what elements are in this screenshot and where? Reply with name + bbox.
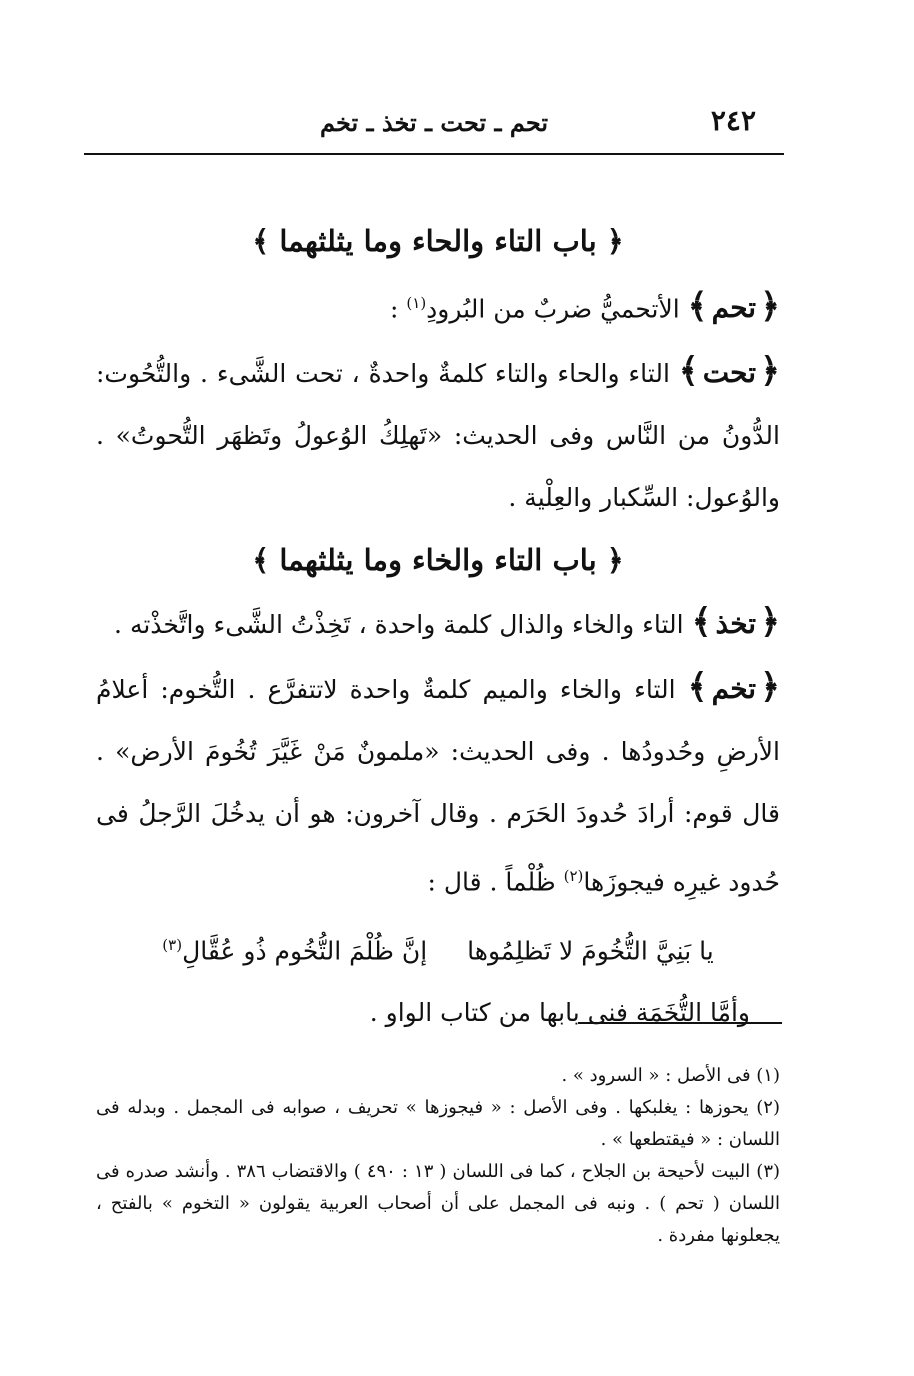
bracket-open: ﴿ (760, 602, 780, 643)
footnote-1: (١) فى الأصل : « السرود » . (561, 1065, 780, 1086)
header-rule (84, 153, 784, 155)
entry-tahm (96, 272, 780, 340)
bracket-close: ﴾ (678, 351, 699, 392)
entry-takhm (96, 656, 780, 913)
footnote-2: (٢) يحوزها : يغلبكها . وفى الأصل : « فيجوزها » تحريف ، صوابه فى المجمل . وبدله فى اللسان : « فيقتطعها » . (96, 1097, 780, 1150)
page-number: ٢٤٢ (710, 104, 756, 137)
headword-takhm: تخم (711, 672, 757, 706)
bracket-close: ﴾ (687, 667, 708, 708)
footnote-3: (٣) البيت لأحيحة بن الجلاح ، كما فى اللسان ( ١٣ : ٤٩٠ ) والاقتضاب ٣٨٦ . وأنشد صدره فى اللسان ( تحم ) . ونبه فى المجمل على أن أصحاب العربية يقولون « التخوم » بالفتح ، يجعلونها مفردة . (96, 1161, 781, 1246)
verse-hemistich-2: إنَّ ظُلْمَ التُّخُوم ذُو عُقَّالِ (182, 935, 428, 965)
bracket-close: ﴾ (691, 602, 712, 643)
headword-tahm: تحم (711, 291, 757, 325)
entry-takhm-text-end: ظُلْماً . قال : (427, 867, 556, 897)
main-text (96, 210, 780, 1044)
bracket-open: ﴿ (760, 667, 780, 708)
footnote-ref-1: (١) (406, 294, 427, 312)
footnote-ref-2: (٢) (563, 867, 584, 886)
entry-tahm-text: الأتحميُّ ضربٌ من البُرودِ (426, 294, 680, 324)
entry-tahm-end: : (390, 294, 399, 324)
after-verse-text: وأمَّا التُّخَمَة فنى بابها من كتاب الواو . (369, 997, 750, 1027)
entry-takhadh (96, 591, 780, 656)
footnote-ref-3: (٣) (162, 935, 183, 954)
entry-takhadh-text: التاء والخاء والذال كلمة واحدة ، تَخِذْتُ الشَّىء واتَّخذْته . (114, 610, 684, 640)
bracket-close: ﴾ (687, 286, 708, 327)
verse-line (96, 914, 780, 982)
chapter-heading-ta-kha: ﴿ باب التاء والخاء وما يثلثهما ﴾ (252, 543, 624, 578)
footnotes (96, 1060, 780, 1252)
chapter-heading-ta-ha: ﴿ باب التاء والحاء وما يثلثهما ﴾ (252, 224, 624, 258)
entry-taht (96, 340, 780, 529)
headword-taht: تحت (702, 356, 757, 390)
running-head (84, 104, 784, 144)
entry-taht-text: التاء والحاء والتاء كلمةٌ واحدةٌ ، تحت الشَّىء . والتُّحُوت: الدُّونُ من النَّاس وفى الحديث: «تَهلِكُ الوُعولُ وتَظهَر التُّحوتُ» . والوُعول: السِّكبار والعِلْية . (96, 359, 780, 513)
entry-takhm-text: التاء والخاء والميم كلمةٌ واحدة لاتتفرَّع . التُّخوم: أعلامُ الأرضِ وحُدودُها . وفى الحديث: «ملمونٌ مَنْ غَيَّرَ تُخُومَ الأرض» . قال قوم: أرادَ حُدودَ الحَرَم . وقال آخرون: هو أن يدخُلَ الرَّجلُ فى حُدود غيرِه فيجوزَها (96, 675, 780, 897)
bracket-open: ﴿ (760, 351, 780, 392)
footnote-rule (578, 1022, 782, 1024)
bracket-open: ﴿ (760, 286, 780, 327)
headword-takhadh: تخذ (715, 607, 757, 641)
running-title: تحم ـ تحت ـ تخذ ـ تخم (319, 108, 549, 137)
verse-hemistich-1: يا بَنِيَّ التُّخُومَ لا تَظلِمُوها (467, 935, 714, 965)
